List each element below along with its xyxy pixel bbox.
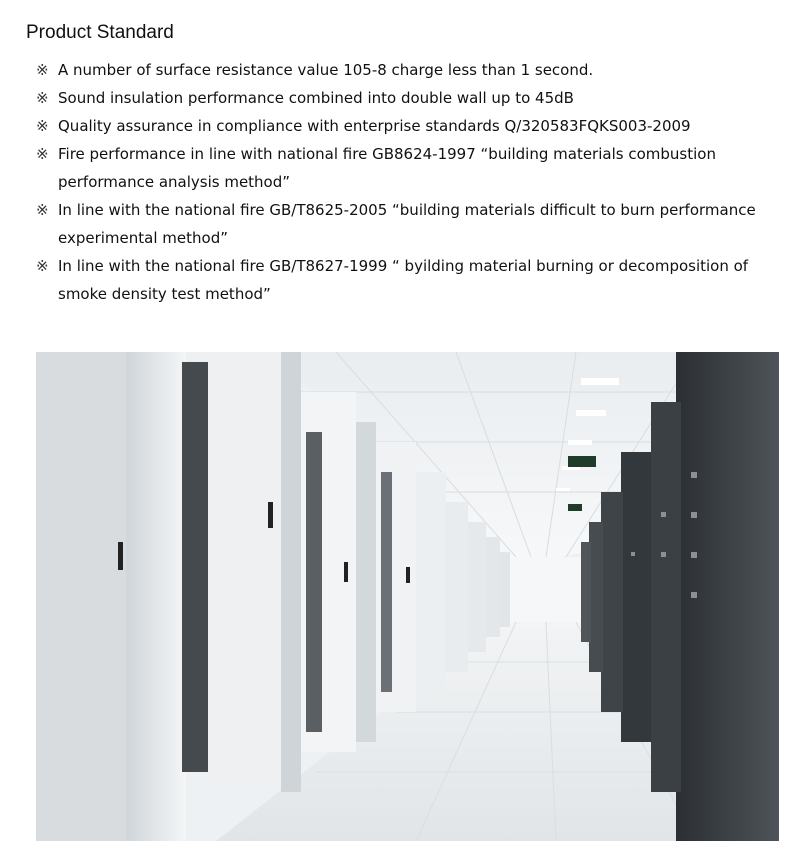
list-item-text: Quality assurance in compliance with enterprise standards Q/320583FQKS003-2009 bbox=[58, 117, 691, 135]
list-item-text: Sound insulation performance combined into double wall up to 45dB bbox=[58, 89, 574, 107]
list-item bbox=[36, 140, 788, 196]
reference-mark-icon: ※ bbox=[36, 201, 49, 219]
reference-mark-icon: ※ bbox=[36, 117, 49, 135]
list-item-text: A number of surface resistance value 105-8 charge less than 1 second. bbox=[58, 61, 594, 79]
page-title: Product Standard bbox=[26, 22, 174, 43]
list-item bbox=[36, 196, 788, 252]
reference-mark-icon: ※ bbox=[36, 145, 49, 163]
reference-mark-icon: ※ bbox=[36, 61, 49, 79]
reference-mark-icon: ※ bbox=[36, 257, 49, 275]
list-item-text: In line with the national fire GB/T8625-2005 “building materials difficult to burn performance experimental method” bbox=[58, 201, 756, 247]
list-item bbox=[36, 252, 788, 308]
standards-list bbox=[36, 56, 788, 308]
list-item-text: Fire performance in line with national fire GB8624-1997 “building materials combustion performance analysis method” bbox=[58, 145, 716, 191]
list-item bbox=[36, 84, 788, 112]
reference-mark-icon: ※ bbox=[36, 89, 49, 107]
list-item bbox=[36, 56, 788, 84]
server-room-photo bbox=[36, 352, 779, 841]
list-item-text: In line with the national fire GB/T8627-1999 “ byilding material burning or decomposition of smoke density test method” bbox=[58, 257, 749, 303]
list-item bbox=[36, 112, 788, 140]
